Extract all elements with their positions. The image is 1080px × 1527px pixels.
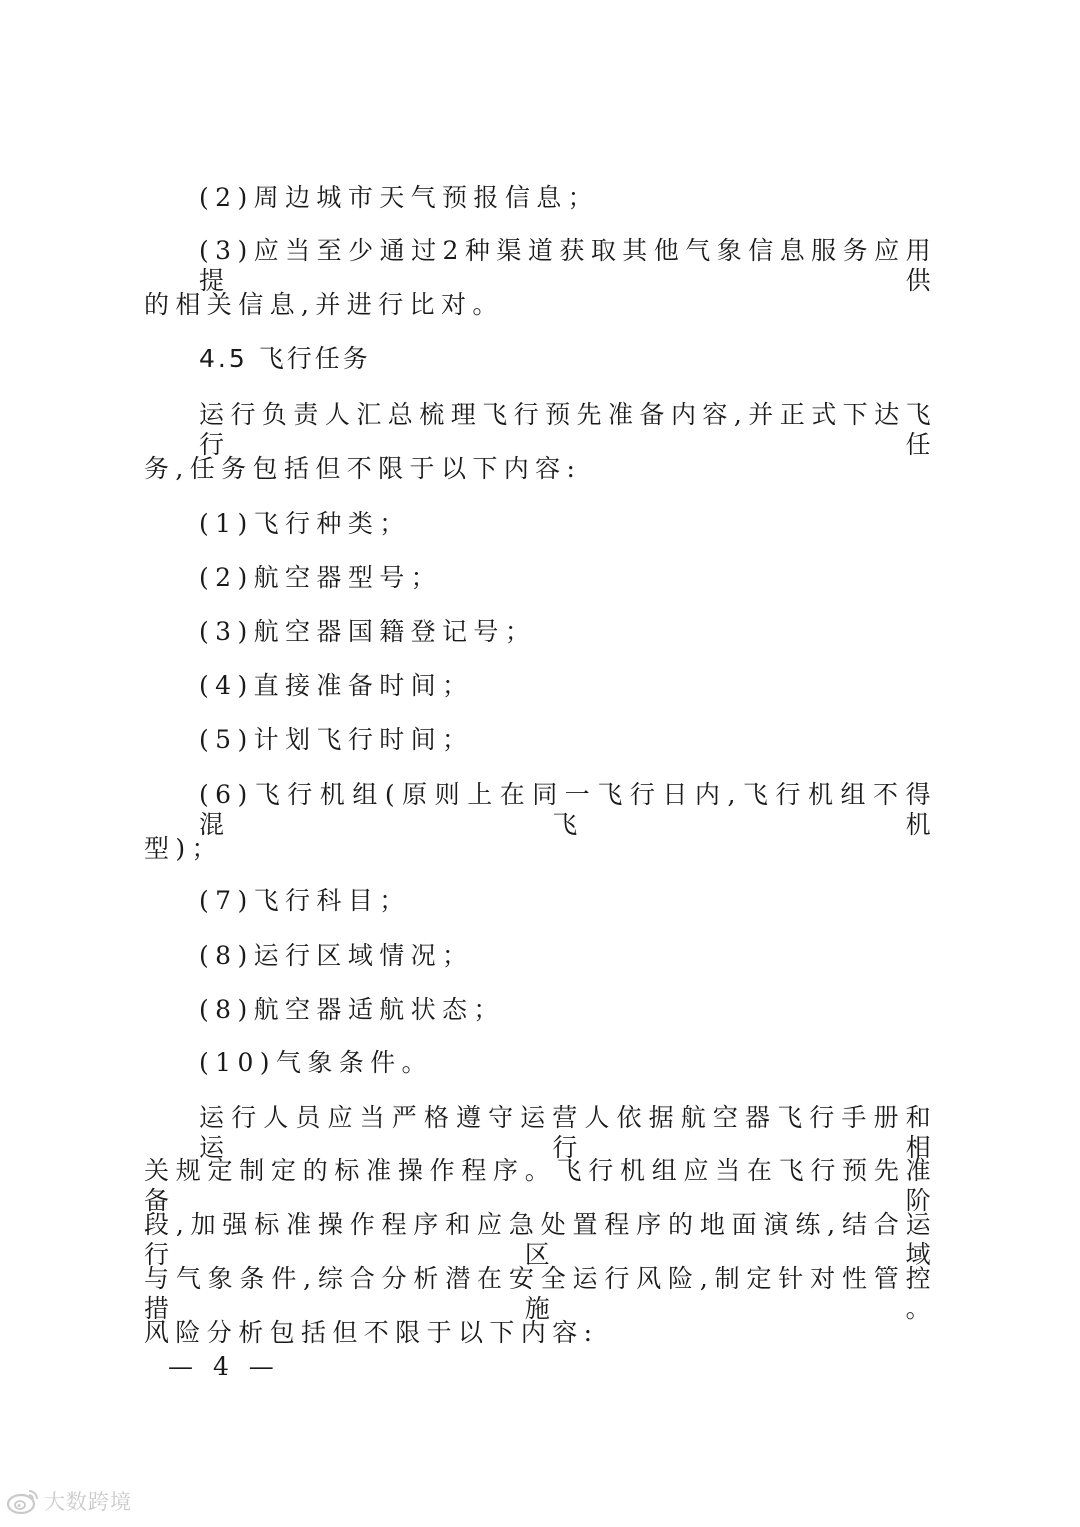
list-item-3: (3)航空器国籍登记号；	[199, 617, 537, 646]
paragraph-sop-line-1: 运行人员应当严格遵守运营人依据航空器飞行手册和运行相	[199, 1103, 937, 1162]
list-item-3-line-1: (3)应当至少通过2种渠道获取其他气象信息服务应用提供	[199, 236, 937, 295]
list-item-7: (7)飞行科目；	[199, 886, 411, 915]
list-item-8-area: (8)运行区域情况；	[199, 941, 474, 970]
paragraph-sop-line-4: 与气象条件,综合分析潜在安全运行风险,制定针对性管控措施。	[144, 1264, 937, 1323]
list-item-6-line-1: (6)飞行机组(原则上在同一飞行日内,飞行机组不得混飞机	[199, 780, 937, 839]
list-item-5: (5)计划飞行时间；	[199, 725, 474, 754]
watermark	[6, 1486, 132, 1516]
list-item-2: (2)航空器型号；	[199, 563, 443, 592]
list-item-6-line-2: 型)；	[144, 834, 223, 863]
paragraph-sop-line-2: 关规定制定的标准操作程序。飞行机组应当在飞行预先准备阶	[144, 1156, 937, 1215]
list-item-4: (4)直接准备时间；	[199, 671, 474, 700]
paragraph-sop-line-5: 风险分析包括但不限于以下内容:	[144, 1318, 599, 1347]
list-item-10: (10)气象条件。	[199, 1048, 433, 1077]
weibo-logo-icon	[6, 1487, 40, 1515]
watermark-text: 大数跨境	[44, 1490, 132, 1514]
list-item-2-weather-cities: (2)周边城市天气预报信息；	[199, 183, 600, 212]
list-item-1: (1)飞行种类；	[199, 509, 411, 538]
section-heading-4-5: 4.5 飞行任务	[199, 344, 371, 373]
paragraph-sop-line-3: 段,加强标准操作程序和应急处置程序的地面演练,结合运行区域	[144, 1210, 937, 1269]
page-number: — 4 —	[168, 1352, 280, 1381]
paragraph-flight-task-line-2: 务,任务包括但不限于以下内容:	[144, 454, 582, 483]
list-item-3-line-2: 的相关信息,并进行比对。	[144, 290, 504, 319]
paragraph-flight-task-line-1: 运行负责人汇总梳理飞行预先准备内容,并正式下达飞行任	[199, 400, 937, 459]
list-item-8-airworthiness: (8)航空器适航状态；	[199, 995, 505, 1024]
